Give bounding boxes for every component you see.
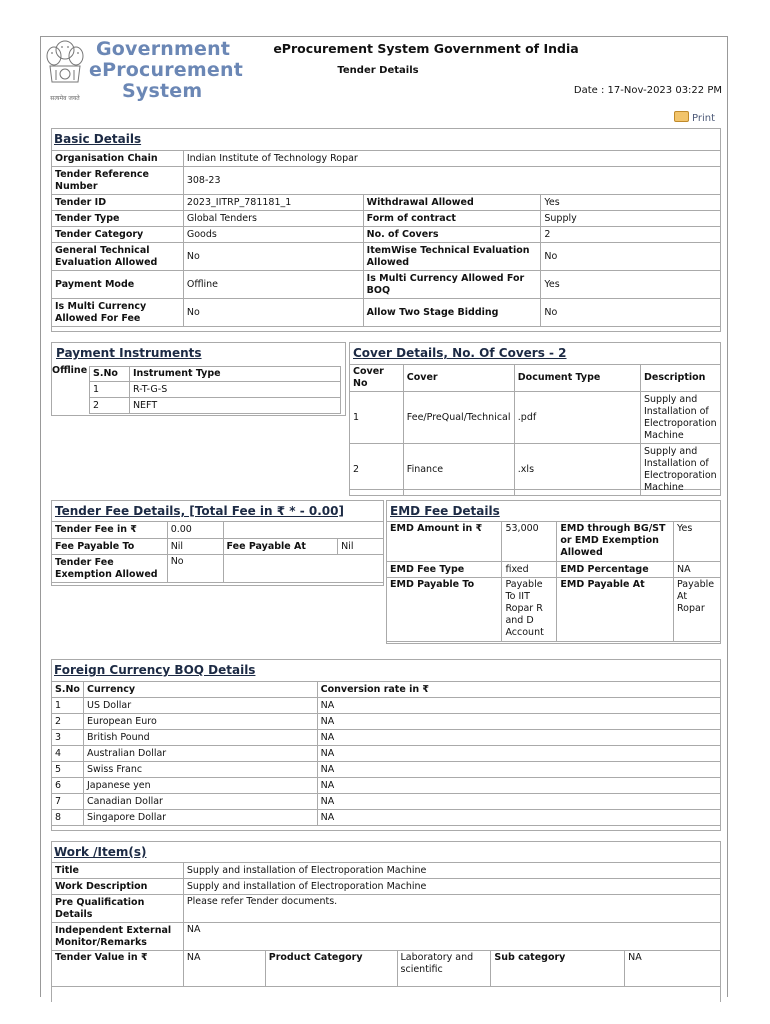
cover-doc-type: .xls [514,444,640,496]
tender-category-value: Goods [183,227,363,243]
withdrawal-label: Withdrawal Allowed [363,195,541,211]
emd-table [386,521,721,642]
work-desc-value: Supply and installation of Electroporation Machine [183,879,720,895]
cover-description: Supply and Installation of Electroporation Machine [640,392,720,444]
table-row [52,778,721,794]
gte-label: General Technical Evaluation Allowed [52,243,184,271]
mc-fee-label: Is Multi Currency Allowed For Fee [52,299,184,327]
fee-payable-to-value: Nil [167,539,223,555]
currency-header: Currency [83,682,317,698]
payment-mode-label: Payment Mode [52,271,184,299]
prequal-label: Pre Qualification Details [52,895,184,923]
national-emblem-icon [44,38,86,106]
logo-line-2: eProcurement [89,59,243,81]
cover-doc-type: .pdf [514,392,640,444]
currency-rate: NA [317,698,720,714]
instrument-type: R-T-G-S [129,382,340,398]
sub-category-value: NA [625,951,721,987]
emd-payable-to-value: Payable To IIT Ropar R and D Account [502,578,557,642]
tender-type-label: Tender Type [52,211,184,227]
print-label: Print [691,113,715,124]
emd-fee-type-label: EMD Fee Type [387,562,502,578]
logo-line-3: System [122,80,203,102]
page-subtitle: Tender Details [337,65,419,76]
payment-mode-offline: Offline [52,365,88,376]
emd-fee-type-value: fixed [502,562,557,578]
doc-type-header: Document Type [514,365,640,392]
contract-form-value: Supply [541,211,721,227]
instrument-sno: 1 [90,382,130,398]
basic-details-title: Basic Details [54,132,142,146]
instrument-type: NEFT [129,398,340,414]
table-row [350,392,721,444]
description-header: Description [640,365,720,392]
emd-bg-value: Yes [674,522,721,562]
currency-name: British Pound [83,730,317,746]
table-row [350,444,721,496]
printer-icon [674,111,689,122]
currency-sno: 5 [52,762,84,778]
mc-boq-label: Is Multi Currency Allowed For BOQ [363,271,541,299]
currency-name: Swiss Franc [83,762,317,778]
instrument-sno-header: S.No [90,367,130,382]
product-category-label: Product Category [265,951,397,987]
currency-sno: 8 [52,810,84,826]
table-row [52,746,721,762]
emd-payable-to-label: EMD Payable To [387,578,502,642]
work-title-value: Supply and installation of Electroporation Machine [183,863,720,879]
cover-header: Cover [403,365,514,392]
tender-id-label: Tender ID [52,195,184,211]
table-row [52,698,721,714]
currency-sno: 6 [52,778,84,794]
table-row [90,398,341,414]
work-title-label: Title [52,863,184,879]
tender-value-value: NA [183,951,265,987]
gte-value: No [183,243,363,271]
currency-rate: NA [317,714,720,730]
table-row [90,382,341,398]
covers-value: 2 [541,227,721,243]
tender-fee-value: 0.00 [167,522,223,539]
page-title: eProcurement System Government of India [273,41,579,56]
basic-details-table [51,150,721,327]
currency-sno: 1 [52,698,84,714]
table-row [52,762,721,778]
tender-type-value: Global Tenders [183,211,363,227]
currency-name: Japanese yen [83,778,317,794]
rate-header: Conversion rate in ₹ [317,682,720,698]
currency-name: US Dollar [83,698,317,714]
currency-name: Canadian Dollar [83,794,317,810]
instrument-sno: 2 [90,398,130,414]
tender-id-value: 2023_IITRP_781181_1 [183,195,363,211]
fee-payable-at-label: Fee Payable At [223,539,338,555]
payment-mode-value: Offline [183,271,363,299]
emd-amount-value: 53,000 [502,522,557,562]
contract-form-label: Form of contract [363,211,541,227]
cover-name: Finance [403,444,514,496]
fee-payable-to-label: Fee Payable To [52,539,168,555]
currency-name: Singapore Dollar [83,810,317,826]
cover-no: 2 [350,444,404,496]
currency-sno: 2 [52,714,84,730]
fee-exemption-value: No [167,555,223,583]
emblem-motto: सत्यमेव जयते [50,95,80,102]
emd-payable-at-value: Payable At Ropar [674,578,721,642]
currency-name: European Euro [83,714,317,730]
instrument-type-header: Instrument Type [129,367,340,382]
sub-category-label: Sub category [491,951,625,987]
tender-ref-label: Tender Reference Number [52,167,184,195]
currency-table [51,681,721,826]
instrument-table [89,366,341,414]
currency-rate: NA [317,762,720,778]
currency-name: Australian Dollar [83,746,317,762]
tender-fee-table [51,521,384,583]
work-table [51,862,721,987]
mc-boq-value: Yes [541,271,721,299]
table-row [52,794,721,810]
withdrawal-value: Yes [541,195,721,211]
currency-rate: NA [317,746,720,762]
fee-exemption-label: Tender Fee Exemption Allowed [52,555,168,583]
report-date: Date : 17-Nov-2023 03:22 PM [573,85,722,96]
table-row [52,714,721,730]
work-desc-label: Work Description [52,879,184,895]
cover-no: 1 [350,392,404,444]
cover-name: Fee/PreQual/Technical [403,392,514,444]
itemwise-label: ItemWise Technical Evaluation Allowed [363,243,541,271]
emd-percentage-label: EMD Percentage [557,562,674,578]
tender-category-label: Tender Category [52,227,184,243]
payment-instruments-title: Payment Instruments [56,346,202,360]
cover-table [349,364,721,496]
work-items-title: Work /Item(s) [54,845,147,859]
tender-ref-value: 308-23 [183,167,720,195]
logo-line-1: Government [96,38,231,60]
currency-rate: NA [317,730,720,746]
tender-fee-label: Tender Fee in ₹ [52,522,168,539]
itemwise-value: No [541,243,721,271]
two-stage-label: Allow Two Stage Bidding [363,299,541,327]
mc-fee-value: No [183,299,363,327]
table-row [52,730,721,746]
currency-sno: 3 [52,730,84,746]
fee-payable-at-value: Nil [338,539,384,555]
monitor-label: Independent External Monitor/Remarks [52,923,184,951]
currency-rate: NA [317,794,720,810]
currency-rate: NA [317,810,720,826]
monitor-value: NA [183,923,720,951]
cover-description: Supply and Installation of Electroporation Machine [640,444,720,496]
two-stage-value: No [541,299,721,327]
emd-title: EMD Fee Details [390,504,500,518]
table-row [52,810,721,826]
currency-sno-header: S.No [52,682,84,698]
product-category-value: Laboratory and scientific [397,951,491,987]
org-chain-label: Organisation Chain [52,151,184,167]
cover-details-title: Cover Details, No. Of Covers - 2 [353,346,567,360]
foreign-currency-title: Foreign Currency BOQ Details [54,663,256,677]
emd-payable-at-label: EMD Payable At [557,578,674,642]
covers-label: No. of Covers [363,227,541,243]
cover-no-header: Cover No [350,365,404,392]
currency-sno: 4 [52,746,84,762]
emd-percentage-value: NA [674,562,721,578]
tender-value-label: Tender Value in ₹ [52,951,184,987]
prequal-value: Please refer Tender documents. [183,895,720,923]
emd-amount-label: EMD Amount in ₹ [387,522,502,562]
currency-rate: NA [317,778,720,794]
print-button[interactable] [674,111,715,124]
currency-sno: 7 [52,794,84,810]
org-chain-value: Indian Institute of Technology Ropar [183,151,720,167]
emd-bg-label: EMD through BG/ST or EMD Exemption Allowed [557,522,674,562]
tender-fee-title: Tender Fee Details, [Total Fee in ₹ * - 0.00] [55,504,344,518]
